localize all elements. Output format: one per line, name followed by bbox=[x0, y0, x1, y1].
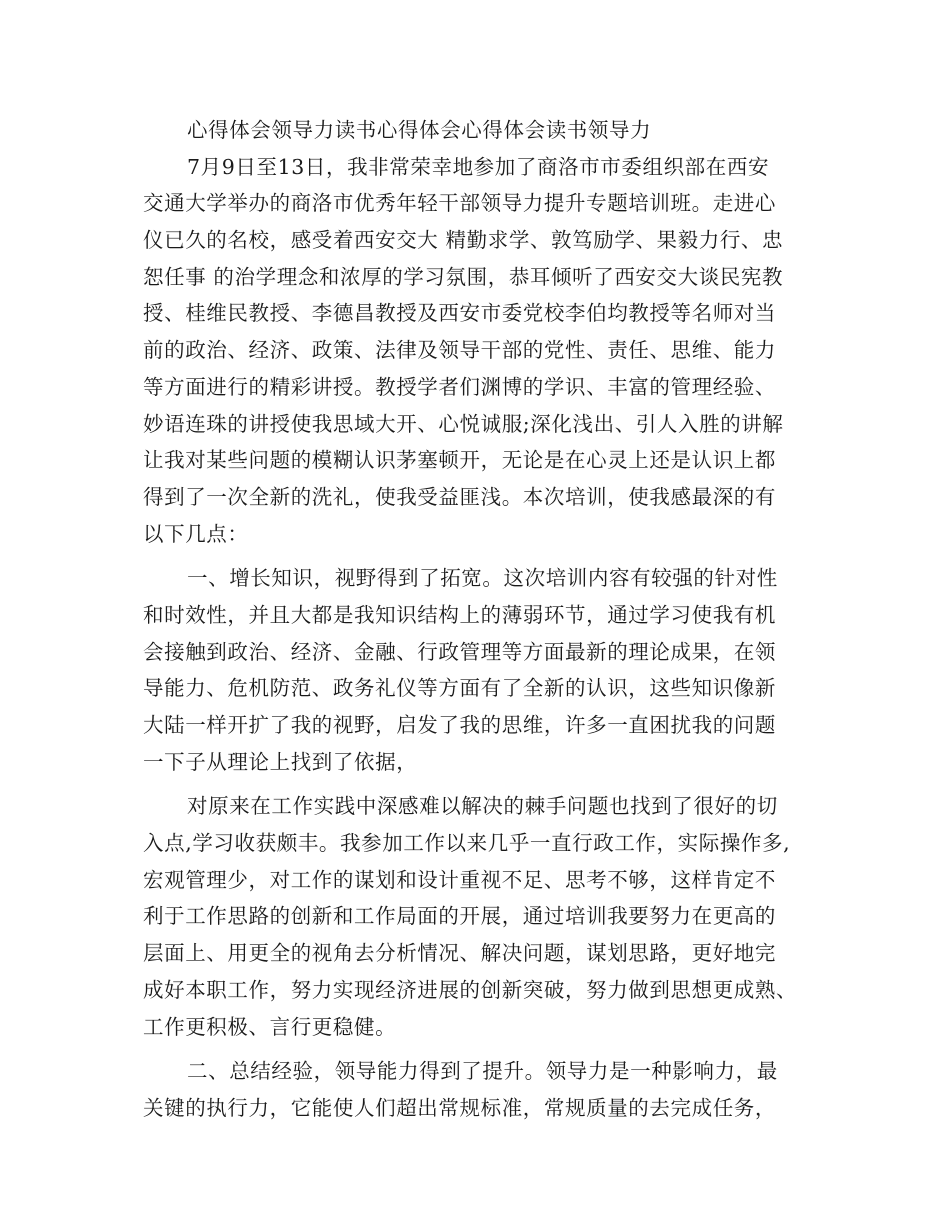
paragraph-3 bbox=[143, 788, 808, 1045]
paragraph-line: 仪已久的名校，感受着西安交大 精勤求学、敦笃励学、果毅力行、忠 bbox=[143, 228, 784, 253]
paragraph-line: 大陆一样开扩了我的视野，启发了我的思维，许多一直困扰我的问题 bbox=[143, 713, 776, 737]
paragraph-line: 一、增长知识，视野得到了拓宽。这次培训内容有较强的针对性 bbox=[187, 566, 778, 591]
paragraph-line: 成好本职工作，努力实现经济进展的创新突破，努力做到思想更成熟、 bbox=[143, 977, 798, 1002]
paragraph-line: 以下几点： bbox=[143, 521, 249, 546]
document-title: 心得体会领导力读书心得体会心得体会读书领导力 bbox=[187, 118, 652, 142]
paragraph-line: 会接触到政治、经济、金融、行政管理等方面最新的理论成果，在领 bbox=[143, 639, 776, 664]
paragraph-line: 宏观管理少，对工作的谋划和设计重视不足、思考不够，这样肯定不 bbox=[143, 867, 776, 892]
paragraph-line: 授、桂维民教授、李德昌教授及西安市委党校李伯均教授等名师对当 bbox=[143, 301, 776, 326]
paragraph-4 bbox=[143, 1053, 808, 1126]
paragraph-line: 二、总结经验，领导能力得到了提升。领导力是一种影响力，最 bbox=[187, 1059, 778, 1084]
paragraph-line: 导能力、危机防范、政务礼仪等方面有了全新的认识，这些知识像新 bbox=[143, 676, 776, 701]
paragraph-line: 交通大学举办的商洛市优秀年轻干部领导力提升专题培训班。走进心 bbox=[143, 191, 776, 216]
paragraph-gap bbox=[143, 780, 808, 788]
paragraph-1 bbox=[143, 149, 808, 553]
paragraph-line: 关键的执行力，它能使人们超出常规标准，常规质量的去完成任务， bbox=[143, 1095, 776, 1120]
paragraph-line: 工作更积极、言行更稳健。 bbox=[143, 1014, 397, 1039]
paragraph-line: 和时效性，并且大都是我知识结构上的薄弱环节，通过学习使我有机 bbox=[143, 602, 776, 627]
paragraph-line: 层面上、用更全的视角去分析情况、解决问题，谋划思路，更好地完 bbox=[143, 941, 776, 966]
document-body bbox=[143, 112, 808, 1127]
paragraph-gap bbox=[143, 552, 808, 560]
paragraph-gap bbox=[143, 1045, 808, 1053]
paragraph-line: 7月9日至13日，我非常荣幸地参加了商洛市市委组织部在西安 bbox=[187, 154, 770, 179]
paragraph-line: 让我对某些问题的模糊认识茅塞顿开，无论是在心灵上还是认识上都 bbox=[143, 448, 776, 473]
paragraph-line: 妙语连珠的讲授使我思域大开、心悦诚服;深化浅出、引人入胜的讲解 bbox=[143, 411, 784, 436]
paragraph-line: 一下子从理论上找到了依据， bbox=[143, 749, 418, 774]
paragraph-line: 对原来在工作实践中深感难以解决的棘手问题也找到了很好的切 bbox=[187, 794, 778, 819]
paragraph-line: 前的政治、经济、政策、法律及领导干部的党性、责任、思维、能力 bbox=[143, 338, 776, 363]
paragraph-line: 恕任事 的治学理念和浓厚的学习氛围，恭耳倾听了西安交大谈民宪教 bbox=[143, 264, 784, 289]
paragraph-line: 利于工作思路的创新和工作局面的开展，通过培训我要努力在更高的 bbox=[143, 904, 776, 929]
paragraph-2 bbox=[143, 560, 808, 780]
paragraph-line: 得到了一次全新的洗礼，使我受益匪浅。本次培训，使我感最深的有 bbox=[143, 484, 776, 509]
paragraph-line: 入点,学习收获颇丰。我参加工作以来几乎一直行政工作，实际操作多, bbox=[143, 831, 791, 856]
paragraph-line: 等方面进行的精彩讲授。教授学者们渊博的学识、丰富的管理经验、 bbox=[143, 374, 776, 399]
